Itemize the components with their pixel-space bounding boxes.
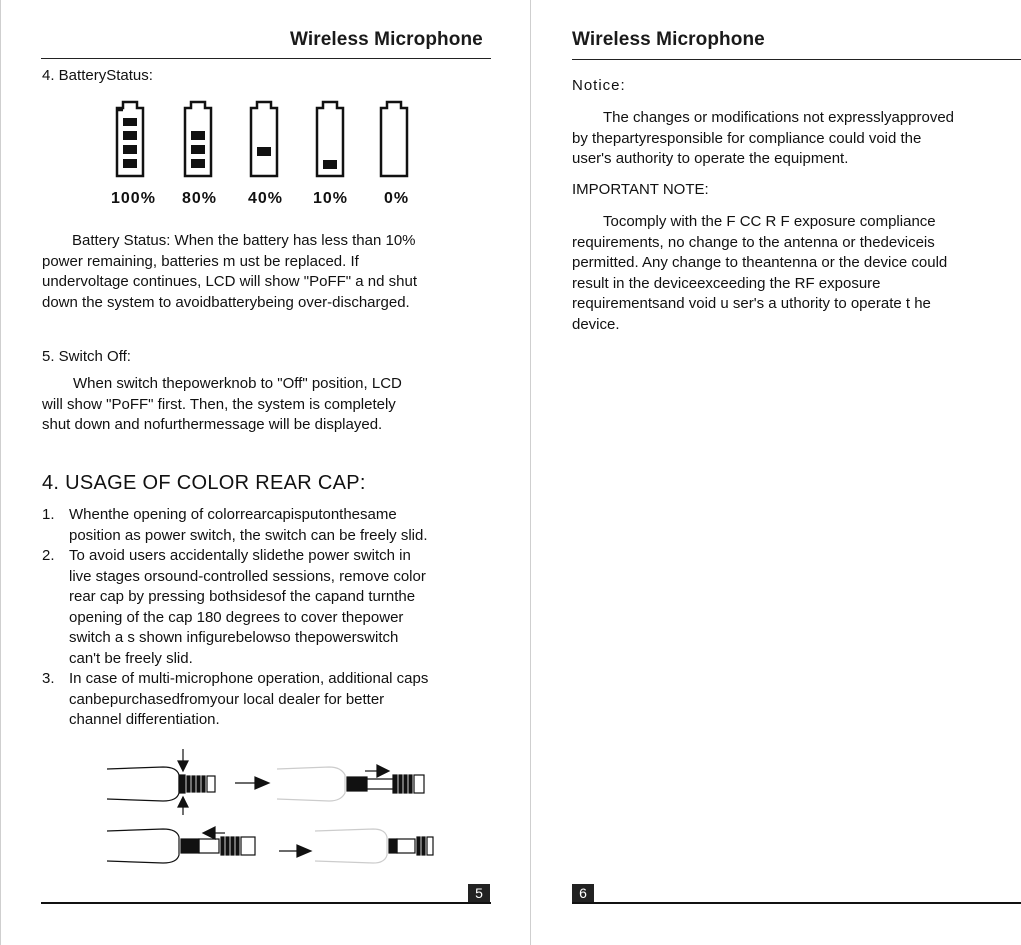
paragraph-line: by thepartyresponsible for compliance could void the [572, 129, 922, 147]
list-item-line: live stages orsound-controlled sessions, remove color [69, 567, 426, 585]
paragraph-line: The changes or modifications not expresslyapproved [603, 109, 955, 126]
battery-label-10: 10% [313, 190, 349, 207]
notice-paragraph [572, 108, 954, 170]
left-footer-rule [41, 902, 491, 904]
battery-status-heading: 4. BatteryStatus: [42, 67, 153, 84]
battery-icon-80 [185, 102, 211, 176]
important-note-heading: IMPORTANT NOTE: [572, 181, 709, 198]
paragraph-line: permitted. Any change to theantenna or the device could [572, 254, 948, 271]
battery-icon-0 [381, 102, 407, 176]
page-number-6: 6 [572, 884, 594, 902]
battery-icon-100 [117, 102, 143, 176]
list-item-line: channel differentiation. [69, 711, 220, 728]
usage-heading: 4. USAGE OF COLOR REAR CAP: [42, 472, 366, 494]
battery-icon-10 [317, 102, 343, 176]
battery-label-80: 80% [182, 190, 218, 207]
usage-list [42, 505, 512, 731]
right-header-title: Wireless Microphone [572, 29, 765, 50]
list-item-line: can't be freely slid. [69, 649, 193, 667]
list-item-number: 1. [42, 506, 55, 523]
right-page [531, 0, 1021, 945]
paragraph-line: user's authority to operate the equipment. [572, 150, 849, 167]
battery-label-0: 0% [384, 190, 410, 207]
list-item-line: Whenthe opening of colorrearcapisputonthesame [69, 506, 397, 523]
left-header-title: Wireless Microphone [290, 29, 483, 50]
paragraph-line: power remaining, batteries m ust be replaced. If [42, 252, 359, 270]
list-item-number: 3. [42, 670, 55, 687]
paragraph-line: will show "PoFF" first. Then, the system is completely [42, 395, 396, 413]
rear-cap-figure [101, 745, 441, 870]
list-item-line: switch a s shown infigurebelowso thepowerswitch [69, 629, 399, 646]
paragraph-line: Battery Status: When the battery has less than 10% [72, 232, 416, 249]
notice-heading: Notice: [572, 77, 626, 94]
paragraph-line: device. [572, 315, 620, 333]
list-item [42, 505, 512, 546]
paragraph-line: result in the deviceexceeding the RF exposure [572, 274, 881, 292]
battery-label-40: 40% [248, 190, 284, 207]
list-item-line: rear cap by pressing bothsidesof the capand turnthe [69, 588, 416, 605]
paragraph-line: requirements, no change to the antenna or thedeviceis [572, 233, 935, 251]
list-item-number: 2. [42, 547, 55, 564]
page-number-5: 5 [468, 884, 490, 902]
list-item [42, 669, 512, 731]
battery-icons [101, 96, 431, 186]
switch-off-heading: 5. Switch Off: [42, 348, 131, 365]
paragraph-line: When switch thepowerknob to "Off" position, LCD [73, 375, 402, 392]
paragraph-line: down the system to avoidbatterybeing over-discharged. [42, 293, 410, 311]
list-item [42, 546, 512, 669]
list-item-line: opening of the cap 180 degrees to cover thepower [69, 608, 404, 626]
list-item-line: position as power switch, the switch can be freely slid. [69, 526, 428, 544]
list-item-line: canbepurchasedfromyour local dealer for better [69, 690, 385, 708]
battery-status-paragraph [42, 231, 417, 313]
list-item-line: In case of multi-microphone operation, additional caps [69, 670, 429, 687]
right-header-rule [572, 59, 1021, 60]
switch-off-paragraph [42, 374, 402, 436]
battery-icon-40 [251, 102, 277, 176]
left-header-rule [41, 58, 491, 59]
paragraph-line: undervoltage continues, LCD will show "PoFF" a nd shut [42, 273, 418, 290]
right-footer-rule [572, 902, 1021, 904]
important-note-paragraph [572, 212, 947, 335]
paragraph-line: shut down and nofurthermessage will be displayed. [42, 416, 383, 433]
battery-label-100: 100% [111, 190, 156, 207]
paragraph-line: requirementsand void u ser's a uthority to operate t he [572, 295, 931, 312]
paragraph-line: Tocomply with the F CC R F exposure compliance [603, 213, 936, 230]
list-item-line: To avoid users accidentally slidethe power switch in [69, 547, 411, 564]
